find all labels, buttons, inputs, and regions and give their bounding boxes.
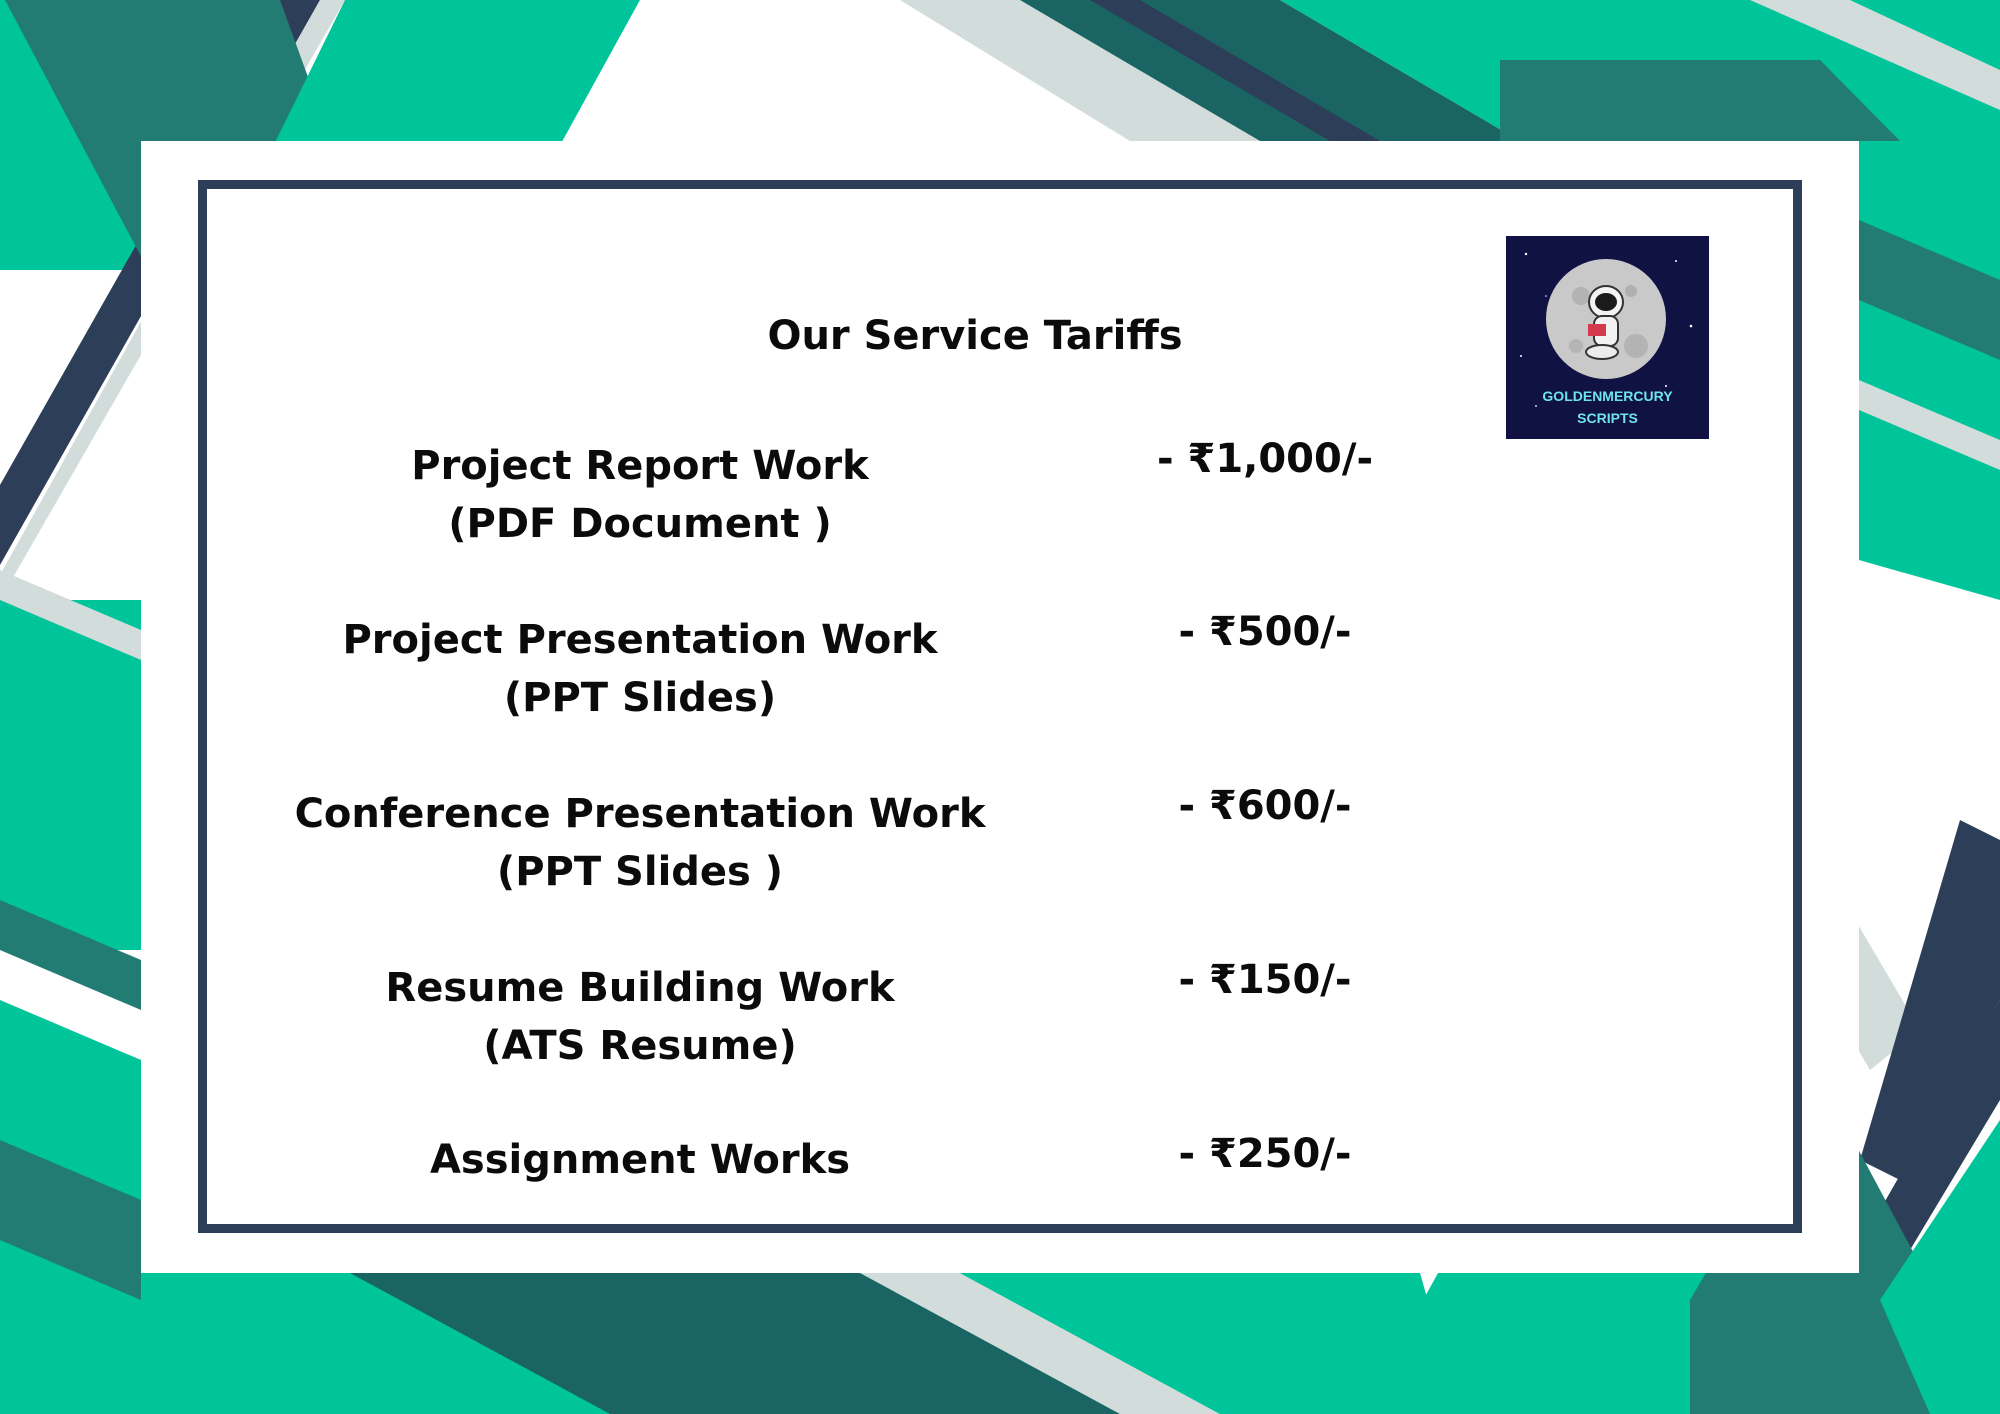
service-price: - ₹250/-: [1178, 1131, 1352, 1177]
service-name-assignment: [280, 1131, 1000, 1189]
service-detail: (PPT Slides ): [496, 849, 784, 895]
service-name-project-report: [280, 437, 1000, 553]
service-name-conference-presentation: [280, 785, 1000, 901]
service-price: - ₹1,000/-: [1156, 436, 1374, 482]
service-name-resume-building: [280, 959, 1000, 1075]
service-name: Resume Building Work: [385, 965, 895, 1011]
bg-shape-green-strip-left: [0, 600, 141, 950]
service-price: - ₹150/-: [1178, 957, 1352, 1003]
logo-text-line1: GOLDENMERCURY: [1542, 388, 1673, 404]
page-title: Our Service Tariffs: [767, 313, 1183, 359]
service-name-project-presentation: [280, 611, 1000, 727]
bg-shape-green-strip-right: [1859, 141, 2000, 600]
brand-logo: [1506, 236, 1709, 439]
service-price: - ₹500/-: [1178, 609, 1352, 655]
logo-text-line2: SCRIPTS: [1577, 410, 1638, 426]
service-detail: (PPT Slides): [503, 675, 777, 721]
service-name: Project Presentation Work: [342, 617, 938, 663]
service-name: Conference Presentation Work: [294, 791, 986, 837]
service-name: Assignment Works: [429, 1137, 851, 1183]
service-detail: (ATS Resume): [483, 1023, 797, 1069]
service-detail: (PDF Document ): [448, 501, 832, 547]
service-price: - ₹600/-: [1178, 783, 1352, 829]
service-name: Project Report Work: [411, 443, 869, 489]
